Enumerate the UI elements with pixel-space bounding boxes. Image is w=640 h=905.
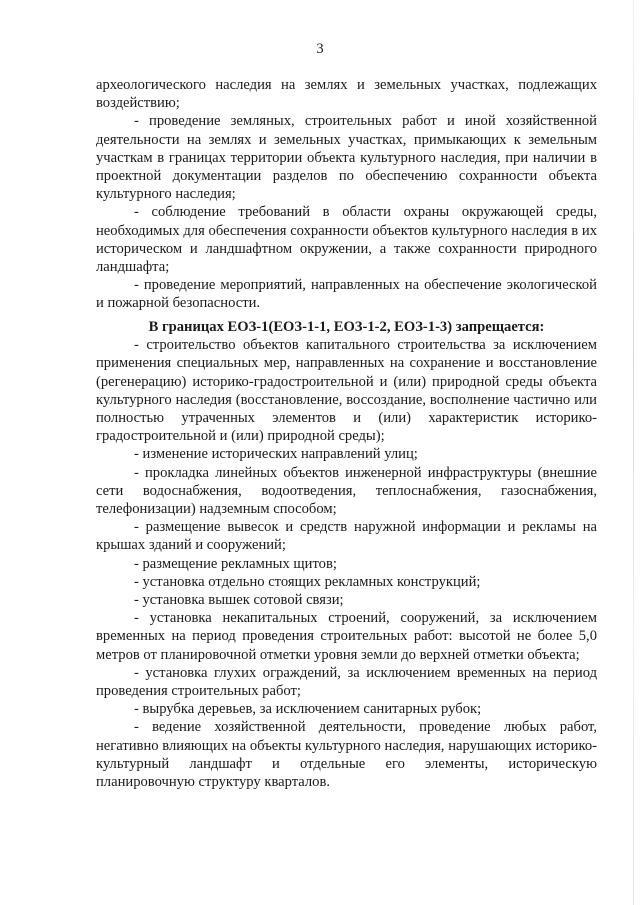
- prohibition-item: - установка некапитальных строений, сооружений, за исключением временных на период проведения строительных работ: высотой не более 5,0 метров от планировочной отметки уровня земли до верхней отметки объекта;: [96, 610, 597, 663]
- intro-section: [96, 76, 597, 313]
- prohibition-item: - вырубка деревьев, за исключением санитарных рубок;: [134, 701, 482, 718]
- prohibition-item: - размещение рекламных щитов;: [134, 555, 337, 572]
- intro-paragraph: - соблюдение требований в области охраны окружающей среды, необходимых для обеспечения сохранности объектов культурного наследия в их историческом и ландшафтном окружении, а также сохранности природного ландшафта;: [96, 204, 597, 276]
- prohibition-item: - размещение вывесок и средств наружной информации и рекламы на крышах зданий и сооружений;: [96, 519, 597, 554]
- intro-paragraph: археологического наследия на землях и земельных участках, подлежащих воздействию;: [96, 77, 597, 112]
- prohibition-item: - ведение хозяйственной деятельности, проведение любых работ, негативно влияющих на объекты культурного наследия, нарушающих историко-культурный ландшафт и отдельные его элементы, историческую планировочную структуру кварталов.: [96, 719, 597, 791]
- prohibition-item: - изменение исторических направлений улиц;: [134, 446, 418, 463]
- page-number: 3: [316, 41, 324, 57]
- scan-edge-shadow: [633, 0, 634, 905]
- prohibitions-section: [96, 318, 597, 791]
- intro-paragraph: - проведение земляных, строительных работ и иной хозяйственной деятельности на землях и земельных участках, примыкающих к земельным участкам в границах территории объекта культурного наследия, при наличии в проектной документации разделов по обеспечению сохранности объекта культурного наследия;: [96, 113, 597, 203]
- prohibition-item: - установка глухих ограждений, за исключением временных на период проведения строительных работ;: [96, 664, 597, 700]
- prohibition-item: - установка вышек сотовой связи;: [134, 592, 344, 609]
- prohibition-item: - установка отдельно стоящих рекламных конструкций;: [134, 573, 481, 590]
- section-heading: В границах ЕОЗ-1(ЕОЗ-1-1, ЕОЗ-1-2, ЕОЗ-1-3) запрещается:: [148, 319, 545, 335]
- prohibition-item: - строительство объектов капитального строительства за исключением применения специальных мер, направленных на сохранение и восстановление (регенерацию) историко-градостроительной и (или) природной среды объекта культурного наследия (восстановление, воссоздание, восполнение частично или полностью утраченных элементов и (или) характеристик историко-градостроительной и (или) природной среды);: [96, 337, 597, 445]
- intro-paragraph: - проведение мероприятий, направленных на обеспечение экологической и пожарной безопасности.: [96, 277, 597, 312]
- prohibition-item: - прокладка линейных объектов инженерной инфраструктуры (внешние сети водоснабжения, водоотведения, теплоснабжения, газоснабжения, телефонизации) надземным способом;: [96, 464, 597, 518]
